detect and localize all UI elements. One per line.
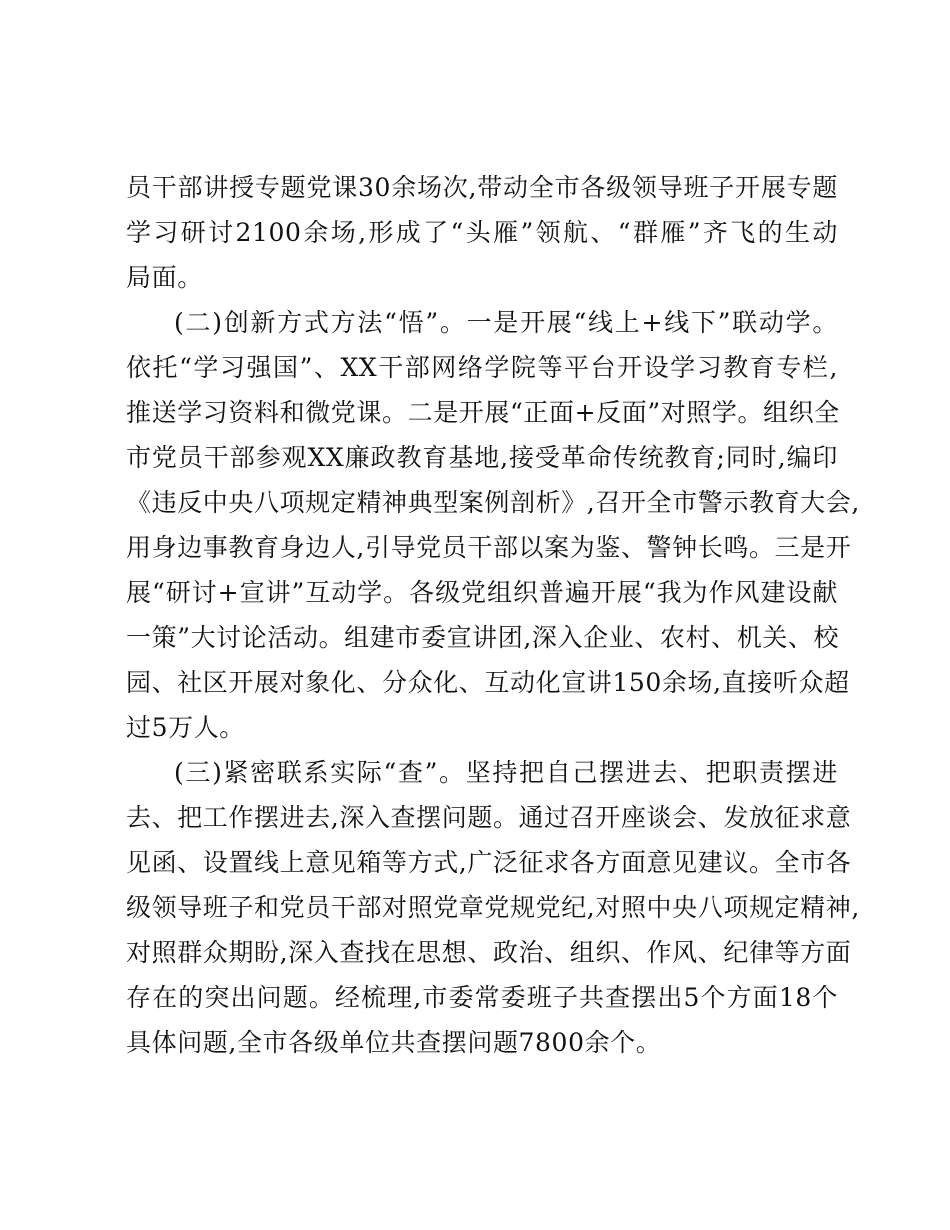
text-line: 去、把工作摆进去,深入查摆问题。通过召开座谈会、发放征求意 (126, 803, 852, 832)
text-line: 推送学习资料和微党课。二是开展“正面+反面”对照学。组织全 (126, 398, 840, 427)
section-heading-line: (三)紧密联系实际“查”。坚持把自己摆进去、把职责摆进 (174, 758, 838, 787)
paragraph-3 (126, 750, 860, 1065)
paragraph-2 (126, 300, 860, 750)
section-heading-line: (二)创新方式方法“悟”。一是开展“线上+线下”联动学。 (174, 308, 838, 337)
text-line: 过5万人。 (126, 713, 245, 742)
text-line: 展“研讨+宣讲”互动学。各级党组织普遍开展“我为作风建设献 (126, 578, 838, 607)
text-line: 园、社区开展对象化、分众化、互动化宣讲150余场,直接听众超 (126, 668, 850, 697)
text-line: 具体问题,全市各级单位共查摆问题7800余个。 (126, 1028, 662, 1057)
text-line: 用身边事教育身边人,引导党员干部以案为鉴、警钟长鸣。三是开 (126, 533, 852, 562)
text-line: 依托“学习强国”、XX干部网络学院等平台开设学习教育专栏, (126, 353, 838, 382)
text-line: 《违反中央八项规定精神典型案例剖析》,召开全市警示教育大会, (126, 488, 860, 517)
text-line: 市党员干部参观XX廉政教育基地,接受革命传统教育;同时,编印 (126, 443, 838, 472)
text-line: 见函、设置线上意见箱等方式,广泛征求各方面意见建议。全市各 (126, 848, 852, 877)
text-line: 一策”大讨论活动。组建市委宣讲团,深入企业、农村、机关、校 (126, 623, 840, 652)
text-line: 对照群众期盼,深入查找在思想、政治、组织、作风、纪律等方面 (126, 938, 852, 967)
paragraph-1 (126, 165, 838, 300)
text-line: 局面。 (126, 263, 203, 292)
text-line: 员干部讲授专题党课30余场次,带动全市各级领导班子开展专题 (126, 173, 838, 202)
text-line: 学习研讨2100余场,形成了“头雁”领航、“群雁”齐飞的生动 (126, 218, 838, 247)
text-line: 存在的突出问题。经梳理,市委常委班子共查摆出5个方面18个 (126, 983, 838, 1012)
text-line: 级领导班子和党员干部对照党章党规党纪,对照中央八项规定精神, (126, 893, 860, 922)
document-body (126, 165, 860, 1065)
